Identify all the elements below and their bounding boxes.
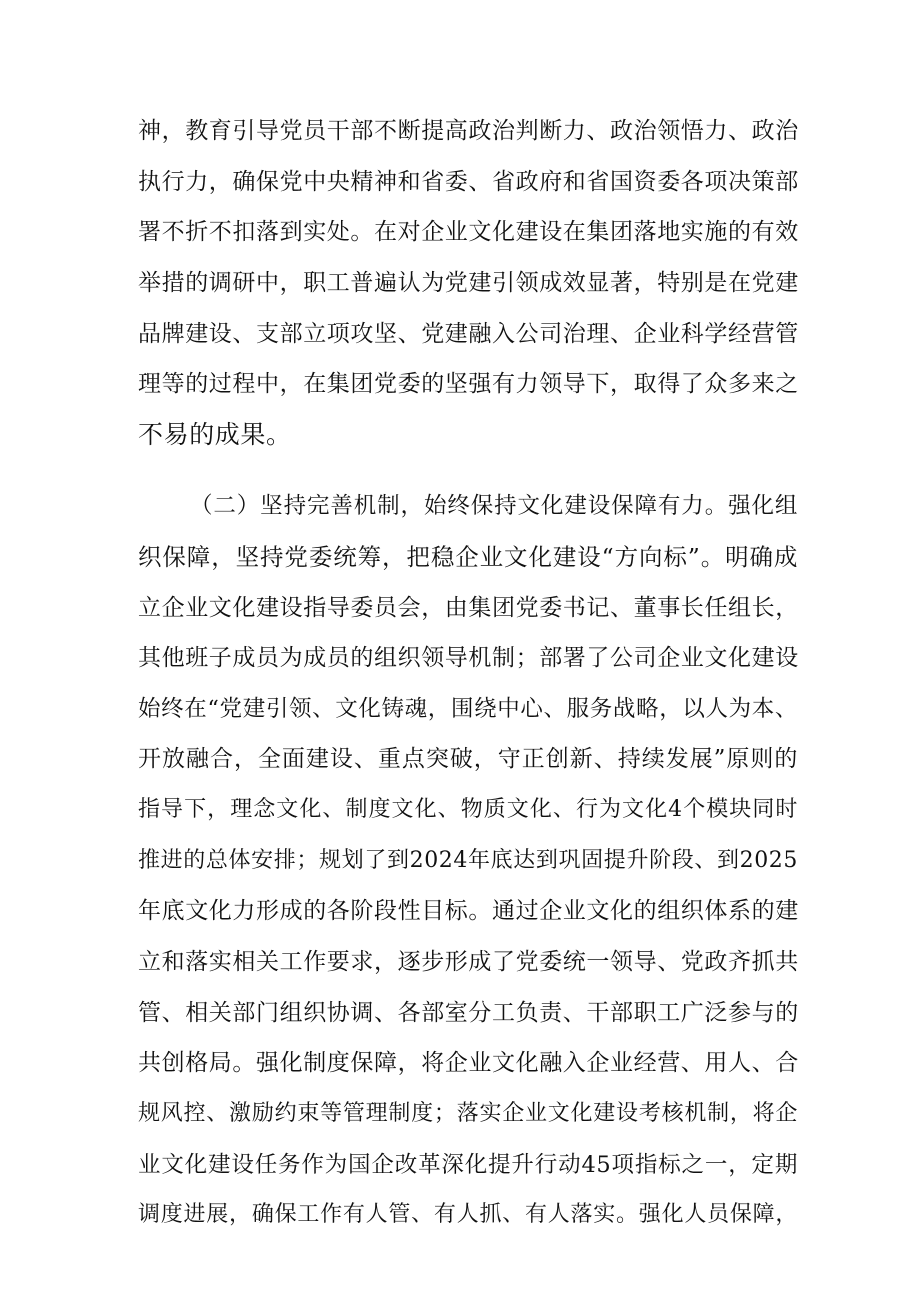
paragraph-2-line-13: 规风控、激励约束等管理制度；落实企业文化建设考核机制，将企 <box>138 1101 798 1126</box>
paragraph-1-line-5: 品牌建设、支部立项攻坚、党建融入公司治理、企业科学经营管 <box>138 321 799 347</box>
paragraph-1-line-6: 理等的过程中，在集团党委的坚强有力领导下，取得了众多来之 <box>138 371 799 397</box>
paragraph-1-line-3: 署不折不扣落到实处。在对企业文化建设在集团落地实施的有效 <box>138 219 799 245</box>
paragraph-2-line-8: 推进的总体安排；规划了到2024年底达到巩固提升阶段、到2025 <box>138 848 798 873</box>
paragraph-1-line-4: 举措的调研中，职工普遍认为党建引领成效显著，特别是在党建 <box>138 270 799 296</box>
paragraph-1-line-2: 执行力，确保党中央精神和省委、省政府和省国资委各项决策部 <box>138 169 799 195</box>
paragraph-2-line-10: 立和落实相关工作要求，逐步形成了党委统一领导、党政齐抓共 <box>138 949 799 975</box>
paragraph-2-line-6: 开放融合，全面建设、重点突破，守正创新、持续发展”原则的 <box>138 746 798 772</box>
paragraph-2-line-11: 管、相关部门组织协调、各部室分工负责、干部职工广泛参与的 <box>138 1000 799 1026</box>
paragraph-1-line-7: 不易的成果。 <box>138 420 292 449</box>
paragraph-2-line-1: （二）坚持完善机制，始终保持文化建设保障有力。强化组 <box>190 493 798 519</box>
paragraph-2-line-9: 年底文化力形成的各阶段性目标。通过企业文化的组织体系的建 <box>138 898 799 924</box>
paragraph-2-line-3: 立企业文化建设指导委员会，由集团党委书记、董事长任组长， <box>138 595 799 621</box>
paragraph-2-line-14: 业文化建设任务作为国企改革深化提升行动45项指标之一，定期 <box>138 1152 798 1178</box>
paragraph-1-line-1: 神，教育引导党员干部不断提高政治判断力、政治领悟力、政治 <box>138 118 799 144</box>
paragraph-2-line-2: 织保障，坚持党委统筹，把稳企业文化建设“方向标”。明确成 <box>138 543 798 571</box>
paragraph-2-line-7: 指导下，理念文化、制度文化、物质文化、行为文化4个模块同时 <box>138 797 798 822</box>
paragraph-2-line-15: 调度进展，确保工作有人管、有人抓、有人落实。强化人员保障， <box>138 1202 798 1227</box>
paragraph-2-line-4: 其他班子成员为成员的组织领导机制；部署了公司企业文化建设 <box>138 645 799 671</box>
paragraph-2-line-12: 共创格局。强化制度保障，将企业文化融入企业经营、用人、合 <box>138 1050 799 1076</box>
paragraph-2-line-5: 始终在“党建引领、文化铸魂，围绕中心、服务战略，以人为本、 <box>138 696 798 722</box>
